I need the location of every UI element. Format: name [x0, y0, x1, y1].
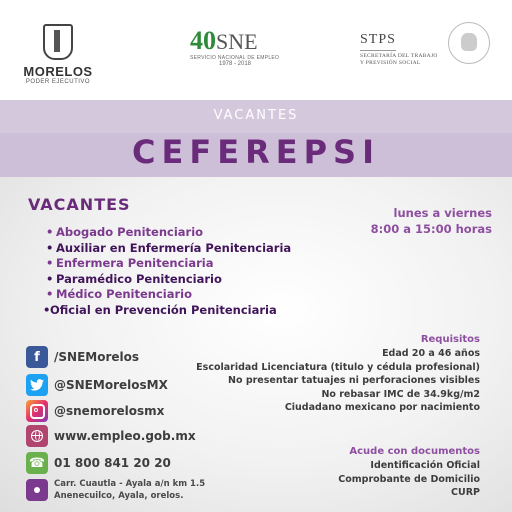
location-pin-icon	[26, 479, 48, 501]
bullet: •	[46, 287, 54, 301]
requirement-item: No rebasar IMC de 34.9kg/m2	[321, 388, 480, 400]
website-link[interactable]: www.empleo.gob.mx	[54, 429, 196, 443]
bullet: •	[46, 240, 54, 255]
mexico-seal-icon	[448, 22, 490, 64]
address-line2: Anenecuilco, Ayala, orelos.	[54, 491, 184, 501]
twitter-handle: @SNEMorelosMX	[54, 378, 168, 392]
documents-list	[300, 459, 480, 500]
schedule	[362, 205, 492, 237]
contact-phone[interactable]	[26, 452, 171, 474]
banner-title: CEFEREPSI	[132, 133, 380, 171]
pin-dot	[34, 487, 40, 493]
mexico-seal-logo	[444, 22, 494, 70]
bullet: •	[43, 302, 51, 317]
stps-logo	[360, 28, 450, 68]
vacancy-label: Oficial en Prevención Penitenciaria	[50, 302, 277, 317]
sne-mark-text: SNE	[216, 29, 258, 54]
stps-line2: Y PREVISIÓN SOCIAL	[360, 60, 421, 66]
sne-logo	[190, 28, 280, 78]
schedule-days: lunes a viernes	[393, 206, 492, 220]
sne-mark-number: 40	[190, 26, 216, 55]
instagram-handle: @snemorelosmx	[54, 404, 165, 418]
address	[54, 478, 205, 502]
bullet: •	[46, 256, 54, 270]
contact-instagram[interactable]	[26, 400, 164, 422]
instagram-glyph	[30, 404, 45, 419]
vacancy-label: Enfermera Penitenciaria	[56, 256, 214, 270]
morelos-shield-icon	[43, 24, 73, 60]
globe-icon	[26, 425, 48, 447]
banner-label: VACANTES	[213, 108, 299, 123]
header	[0, 0, 512, 100]
vacancy-item	[46, 225, 291, 241]
contact-web[interactable]	[26, 425, 196, 447]
document-item: Identificación Oficial	[370, 460, 480, 471]
phone-number: 01 800 841 20 20	[54, 456, 171, 470]
bullet: •	[46, 271, 54, 286]
contact-facebook[interactable]	[26, 346, 139, 368]
sne-mark	[190, 28, 280, 55]
requirement-item: Escolaridad Licenciatura (titulo y cédula profesional)	[196, 361, 480, 373]
stps-name: STPS	[360, 32, 396, 51]
requirement-item: No presentar tatuajes ni perforaciones visibles	[228, 375, 480, 386]
contact-twitter[interactable]	[26, 374, 168, 396]
sne-line2: 1978 - 2018	[218, 61, 252, 67]
vacancy-item	[43, 303, 291, 319]
vacancy-label: Abogado Penitenciario	[56, 225, 204, 239]
contact-address	[26, 477, 205, 503]
vacancies-list	[43, 225, 292, 318]
schedule-hours: 8:00 a 15:00 horas	[370, 222, 492, 236]
vacancies-heading: VACANTES	[28, 195, 131, 214]
vacancy-item	[46, 241, 291, 257]
morelos-name: MORELOS	[23, 64, 93, 79]
vacancy-label: Paramédico Penitenciario	[56, 271, 222, 286]
document-item: Comprobante de Domicilio	[338, 473, 480, 485]
address-line1: Carr. Cuautla - Ayala a/n km 1.5	[54, 479, 206, 489]
instagram-icon	[26, 400, 48, 422]
requirement-item: Ciudadano mexicano por nacimiento	[284, 402, 480, 413]
vacancy-label: Auxiliar en Enfermería Penitenciaria	[56, 240, 292, 255]
facebook-handle: /SNEMorelos	[54, 350, 140, 364]
requirements-list	[190, 347, 480, 415]
requirement-item: Edad 20 a 46 años	[382, 348, 480, 359]
vacancy-label: Médico Penitenciario	[56, 287, 193, 301]
facebook-icon: f	[26, 346, 48, 368]
documents-title: Acude con documentos	[349, 446, 480, 457]
requirements-title: Requisitos	[420, 334, 480, 345]
twitter-icon	[26, 374, 48, 396]
document-item: CURP	[451, 487, 480, 498]
globe-glyph	[31, 430, 43, 442]
vacancy-item	[46, 256, 291, 272]
sne-line1: SERVICIO NACIONAL DE EMPLEO	[190, 55, 280, 61]
vacancy-item	[46, 287, 291, 303]
morelos-subtitle: PODER EJECUTIVO	[25, 79, 91, 85]
bullet: •	[46, 225, 54, 239]
vacancy-item	[46, 272, 291, 288]
stps-line1: SECRETARÍA DEL TRABAJO	[360, 53, 438, 59]
morelos-logo	[18, 18, 98, 92]
stps-subtitle	[360, 53, 450, 67]
phone-icon: ☎	[26, 452, 48, 474]
